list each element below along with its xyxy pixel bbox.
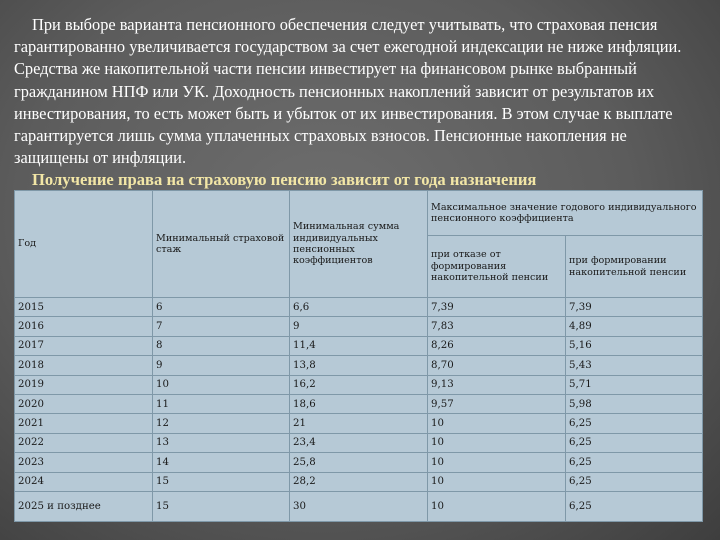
pension-requirements-table	[14, 190, 703, 522]
cell-refuse: 7,83	[428, 317, 566, 336]
cell-refuse: 9,13	[428, 375, 566, 394]
cell-min-stage: 6	[153, 298, 290, 317]
header-max-coefficient: Максимальное значение годового индивидуального пенсионного коэффициента	[428, 191, 703, 236]
cell-year: 2017	[15, 336, 153, 355]
cell-min-stage: 14	[153, 453, 290, 472]
cell-form: 6,25	[566, 414, 703, 433]
table-row	[15, 394, 703, 413]
table-row	[15, 317, 703, 336]
cell-min-stage: 8	[153, 336, 290, 355]
cell-year: 2015	[15, 298, 153, 317]
cell-form: 6,25	[566, 453, 703, 472]
cell-form: 5,98	[566, 394, 703, 413]
cell-min-sum: 16,2	[290, 375, 428, 394]
cell-form: 5,43	[566, 356, 703, 375]
cell-min-sum: 6,6	[290, 298, 428, 317]
header-min-stage: Минимальный страховой стаж	[153, 191, 290, 298]
header-min-sum: Минимальная сумма индивидуальных пенсионных коэффициентов	[290, 191, 428, 298]
table-row	[15, 356, 703, 375]
cell-form: 5,16	[566, 336, 703, 355]
header-form-accumulative: при формировании накопительной пенсии	[566, 236, 703, 298]
table-row	[15, 472, 703, 491]
cell-min-stage: 9	[153, 356, 290, 375]
cell-form: 5,71	[566, 375, 703, 394]
table-row	[15, 298, 703, 317]
cell-min-stage: 15	[153, 491, 290, 521]
cell-year: 2018	[15, 356, 153, 375]
cell-min-sum: 30	[290, 491, 428, 521]
header-year: Год	[15, 191, 153, 298]
cell-refuse: 10	[428, 472, 566, 491]
cell-min-stage: 11	[153, 394, 290, 413]
cell-min-sum: 11,4	[290, 336, 428, 355]
intro-paragraph: При выборе варианта пенсионного обеспечения следует учитывать, что страховая пенсия гарантированно увеличивается государством за счет ежегодной индексации не ниже инфляции. Средства же накопительной части пенсии инвестирует на финансовом рынке выбранный гражданином НПФ или УК. Доходность пенсионных накоплений зависит от результатов их инвестирования, то есть может быть и убыток от их инвестирования. В этом случае к выплате гарантируется лишь сумма уплаченных страховых взносов. Пенсионные накопления не защищены от инфляции.	[14, 15, 682, 168]
cell-refuse: 8,70	[428, 356, 566, 375]
cell-refuse: 9,57	[428, 394, 566, 413]
cell-year: 2020	[15, 394, 153, 413]
cell-min-sum: 28,2	[290, 472, 428, 491]
cell-min-stage: 15	[153, 472, 290, 491]
cell-year: 2024	[15, 472, 153, 491]
cell-min-sum: 9	[290, 317, 428, 336]
cell-form: 7,39	[566, 298, 703, 317]
cell-year: 2019	[15, 375, 153, 394]
cell-refuse: 10	[428, 433, 566, 452]
cell-min-stage: 12	[153, 414, 290, 433]
cell-min-sum: 21	[290, 414, 428, 433]
cell-refuse: 10	[428, 453, 566, 472]
cell-refuse: 10	[428, 491, 566, 521]
cell-year: 2022	[15, 433, 153, 452]
cell-year: 2021	[15, 414, 153, 433]
cell-form: 4,89	[566, 317, 703, 336]
table-row	[15, 433, 703, 452]
table-row	[15, 414, 703, 433]
cell-min-sum: 13,8	[290, 356, 428, 375]
table-row	[15, 453, 703, 472]
cell-refuse: 8,26	[428, 336, 566, 355]
cell-refuse: 10	[428, 414, 566, 433]
cell-refuse: 7,39	[428, 298, 566, 317]
cell-year: 2016	[15, 317, 153, 336]
cell-form: 6,25	[566, 491, 703, 521]
cell-min-sum: 23,4	[290, 433, 428, 452]
cell-min-stage: 13	[153, 433, 290, 452]
section-heading: Получение права на страховую пенсию зависит от года назначения	[32, 170, 537, 189]
cell-min-stage: 7	[153, 317, 290, 336]
cell-min-stage: 10	[153, 375, 290, 394]
cell-min-sum: 25,8	[290, 453, 428, 472]
cell-form: 6,25	[566, 433, 703, 452]
cell-year: 2025 и позднее	[15, 491, 153, 521]
cell-form: 6,25	[566, 472, 703, 491]
header-refuse-accumulative: при отказе от формирования накопительной пенсии	[428, 236, 566, 298]
cell-min-sum: 18,6	[290, 394, 428, 413]
table-row	[15, 375, 703, 394]
cell-year: 2023	[15, 453, 153, 472]
table-row	[15, 336, 703, 355]
table-row	[15, 491, 703, 521]
